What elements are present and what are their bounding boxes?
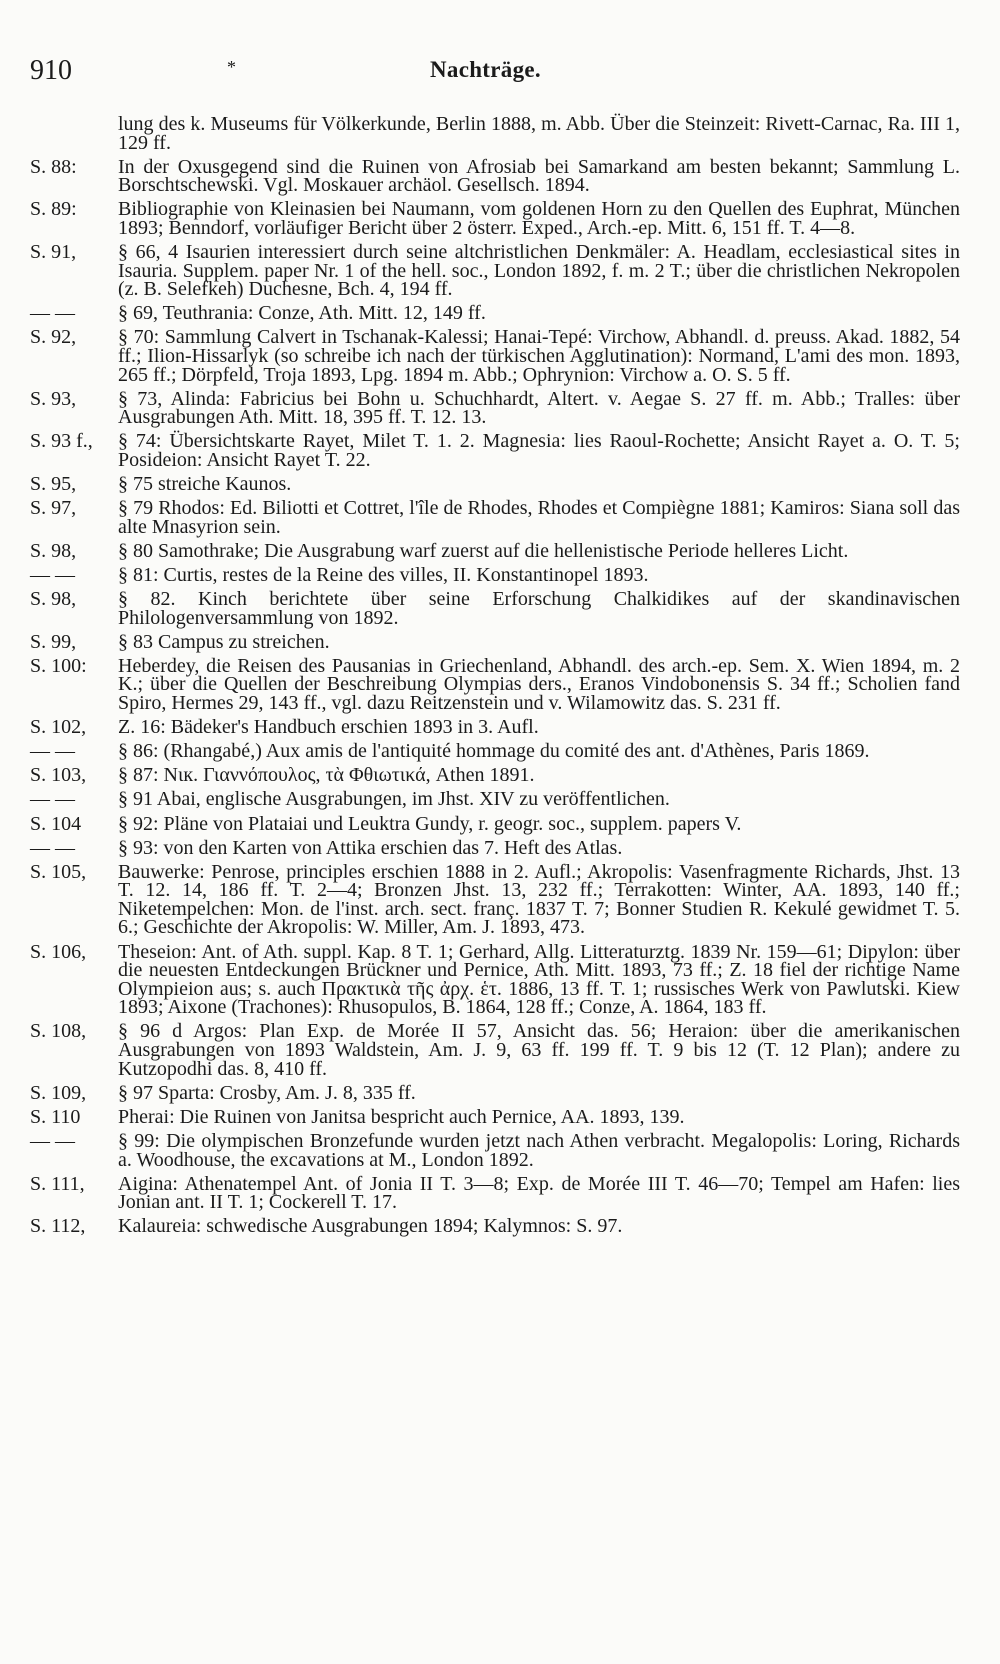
entry-text: § 80 Samothrake; Die Ausgrabung warf zuerst auf die hellenistische Periode helleres Licht. <box>118 539 849 562</box>
entry-text: § 79 Rhodos: Ed. Biliotti et Cottret, l'île de Rhodes, Rhodes et Compiègne 1881; Kamiros: Siana soll das alte Mnasyrion sein. <box>118 497 960 538</box>
entry-label: S. 92, <box>30 326 77 349</box>
entry-text: § 99: Die olympischen Bronzefunde wurden jetzt nach Athen verbracht. Megalopolis: Loring, Richards a. Woodhouse, the excavations at M., London 1892. <box>118 1129 960 1171</box>
entry-label: S. 103, <box>30 764 87 787</box>
entry <box>30 499 960 536</box>
entry <box>30 115 960 152</box>
entry-label: S. 100: <box>30 654 87 677</box>
entry-label: S. 98, <box>30 588 77 611</box>
entry-text: § 93: von den Karten von Attika erschien das 7. Heft des Atlas. <box>118 836 623 859</box>
entry-text: § 96 d Argos: Plan Exp. de Morée II 57, Ansicht das. 56; Heraion: über die amerikanischen Ausgrabungen von 1893 Waldstein, Am. J. 9, 63 ff. 199 ff. T. 9 bis 12 (T. 12 Plan); andere zu Kutzopodhi das. 8, 410 ff. <box>118 1020 960 1080</box>
entry-text: In der Oxusgegend sind die Ruinen von Afrosiab bei Samarkand am besten bekannt; Sammlung L. Borschtschewski. Vgl. Moskauer archäol. Gesellsch. 1894. <box>118 155 960 197</box>
entry-text: Heberdey, die Reisen des Pausanias in Griechenland, Abhandl. des arch.-ep. Sem. X. Wien 1894, m. 2 K.; über die Quellen der Beschreibung Olympias ders., Eranos Vindobonensis S. 34 ff.; Scholien fand Spiro, Hermes 29, 143 ff., vgl. dazu Reitzenstein und v. Wilamowitz das. S. 231 ff. <box>118 654 960 715</box>
entry <box>30 563 960 586</box>
entry-label: S. 93, <box>30 387 77 410</box>
entry-text: Theseion: Ant. of Ath. suppl. Kap. 8 T. 1; Gerhard, Allg. Litteraturztg. 1839 Nr. 159—61; Dipylon: über die neuesten Entdeckungen Brückner und Pernice, Ath. Mitt. 1893, 73 ff.; Z. 18 fiel der richtige Name Olympieion aus; s. auch Πρακτικὰ τῆς ἀρχ. ἑτ. 1886, 13 ff. T. 1; russisches Werk von Pawlutski. Kiew 1893; Aixone (Trachones): Rhusopulos, B. 1864, 128 ff.; Conze, A. 1864, 183 ff. <box>118 940 960 1019</box>
entry-label: S. 108, <box>30 1020 87 1043</box>
entry-label: — — <box>30 302 75 325</box>
entry-text: § 74: Übersichtskarte Rayet, Milet T. 1. 2. Magnesia: lies Raoul-Rochette; Ansicht Rayet a. O. T. 5; Posideion: Ansicht Rayet T. 22. <box>118 430 960 471</box>
page-header <box>30 55 960 95</box>
entry-text: § 87: Νιк. Γιαννόπουλος, τὰ Φθιωτικά, Athen 1891. <box>118 764 535 787</box>
entry <box>30 475 960 494</box>
entry <box>30 1217 960 1236</box>
page-number: 910 <box>30 55 72 86</box>
entry-label: S. 109, <box>30 1081 87 1104</box>
entry <box>30 155 960 197</box>
entry <box>30 387 960 429</box>
entry-label: S. 97, <box>30 497 77 520</box>
entry-text: § 69, Teuthrania: Conze, Ath. Mitt. 12, 149 ff. <box>118 302 486 325</box>
entry-text: Z. 16: Bädeker's Handbuch erschien 1893 in 3. Aufl. <box>118 716 539 739</box>
entry <box>30 836 960 859</box>
entry <box>30 812 960 835</box>
entry-text: § 97 Sparta: Crosby, Am. J. 8, 335 ff. <box>118 1081 416 1104</box>
entry-label: S. 111, <box>30 1172 85 1195</box>
entry <box>30 590 960 627</box>
entry-label: — — <box>30 788 75 811</box>
entry-label: — — <box>30 740 75 763</box>
entry-label: S. 89: <box>30 198 77 221</box>
entry-text: § 73, Alinda: Fabricius bei Bohn u. Schuchhardt, Altert. v. Aegae S. 27 ff. m. Abb.; Tralles: über Ausgrabungen Ath. Mitt. 18, 395 ff. T. 12. 13. <box>118 387 960 429</box>
entry-text: § 83 Campus zu streichen. <box>118 630 330 653</box>
entry-label: S. 95, <box>30 473 77 496</box>
entry-label: S. 93 f., <box>30 430 93 453</box>
entry <box>30 1129 960 1171</box>
entry-label: — — <box>30 1129 75 1152</box>
entry <box>30 432 960 469</box>
entry-label: S. 102, <box>30 716 87 739</box>
entry-label: — — <box>30 836 75 859</box>
entry <box>30 654 960 715</box>
entry-text: § 66, 4 Isaurien interessiert durch seine altchristlichen Denkmäler: A. Headlam, ecclesiastical sites in Isauria. Supplem. paper Nr. 1 of the hell. soc., London 1892, f. m. 2 T.; über die christlichen Nekropolen (z. B. Selefkeh) Duchesne, Bch. 4, 194 ff. <box>118 241 960 301</box>
entry-text: § 92: Pläne von Plataiai und Leuktra Gundy, r. geogr. soc., supplem. papers V. <box>118 812 742 835</box>
entry-text: § 70: Sammlung Calvert in Tschanak-Kalessi; Hanai-Tepé: Virchow, Abhandl. d. preuss. Akad. 1882, 54 ff.; Ilion-Hissarlyk (so schreibe ich nach der türkischen Agglutination): Normand, L'ami des mon. 1893, 265 ff.; Dörpfeld, Troja 1893, Lpg. 1894 m. Abb.; Ophrynion: Virchow a. O. S. 5 ff. <box>118 326 960 386</box>
entry <box>30 860 960 939</box>
entry-label: — — <box>30 563 75 586</box>
entry-label: S. 112, <box>30 1215 86 1238</box>
entry-text: § 81: Curtis, restes de la Reine des villes, II. Konstantinopel 1893. <box>118 563 649 586</box>
entry <box>30 304 960 323</box>
entry <box>30 1022 960 1078</box>
entry-label: S. 110 <box>30 1105 81 1128</box>
entry-text: § 75 streiche Kaunos. <box>118 473 292 496</box>
entry-text: Kalaureia: schwedische Ausgrabungen 1894; Kalymnos: S. 97. <box>118 1215 623 1238</box>
entry <box>30 742 960 761</box>
entry-text: Pherai: Die Ruinen von Janitsa bespricht auch Pernice, AA. 1893, 139. <box>118 1105 685 1128</box>
entry <box>30 718 960 737</box>
entry-label: S. 104 <box>30 812 82 835</box>
entry <box>30 940 960 1019</box>
entry <box>30 1172 960 1214</box>
entry-text: Aigina: Athenatempel Ant. of Jonia II T. 3—8; Exp. de Morée III T. 46—70; Tempel am Hafen: lies Jonian ant. II T. 1; Cockerell T. 17. <box>118 1172 960 1214</box>
entry-label: S. 105, <box>30 860 87 883</box>
entry <box>30 1081 960 1104</box>
entry-label: S. 88: <box>30 155 77 178</box>
addenda-list <box>30 115 960 1241</box>
entry-text: Bauwerke: Penrose, principles erschien 1888 in 2. Aufl.; Akropolis: Vasenfragmente Richards, Jhst. 13 T. 12. 14, 186 ff. T. 2—4; Bronzen Jhst. 13, 232 ff.; Terrakotten: Winter, AA. 1893, 140 ff.; Niketempelchen: Mon. de l'inst. arch. sect. franç. 1837 T. 7; Bonner Studien R. Kekulé gewidmet T. 5. 6.; Geschichte der Akropolis: W. Miller, Am. J. 1893, 473. <box>118 860 960 939</box>
running-head: Nachträge. <box>430 57 541 82</box>
asterisk-mark: * <box>227 57 236 77</box>
entry-text: Bibliographie von Kleinasien bei Naumann, vom goldenen Horn zu den Quellen des Euphrat, München 1893; Benndorf, vorläufiger Bericht über 2 österr. Exped., Arch.-ep. Mitt. 6, 151 ff. T. 4—8. <box>118 198 960 239</box>
entry-label: S. 99, <box>30 630 77 653</box>
entry <box>30 790 960 809</box>
entry <box>30 243 960 299</box>
entry <box>30 1105 960 1128</box>
entry <box>30 328 960 384</box>
entry-label: S. 106, <box>30 940 87 963</box>
entry-text: § 86: (Rhangabé,) Aux amis de l'antiquité hommage du comité des ant. d'Athènes, Paris 1869. <box>118 740 870 763</box>
entry <box>30 200 960 237</box>
entry-text: § 91 Abai, englische Ausgrabungen, im Jhst. XIV zu veröffentlichen. <box>118 788 670 811</box>
entry-label: S. 98, <box>30 539 77 562</box>
entry <box>30 539 960 562</box>
entry-text: lung des k. Museums für Völkerkunde, Berlin 1888, m. Abb. Über die Steinzeit: Rivett-Carnac, Ra. III 1, 129 ff. <box>118 113 960 154</box>
entry <box>30 630 960 653</box>
entry-text: § 82. Kinch berichtete über seine Erforschung Chalkidikes auf der skandinavischen Philologenversammlung von 1892. <box>118 588 960 629</box>
entry-label: S. 91, <box>30 241 77 264</box>
entry <box>30 766 960 785</box>
